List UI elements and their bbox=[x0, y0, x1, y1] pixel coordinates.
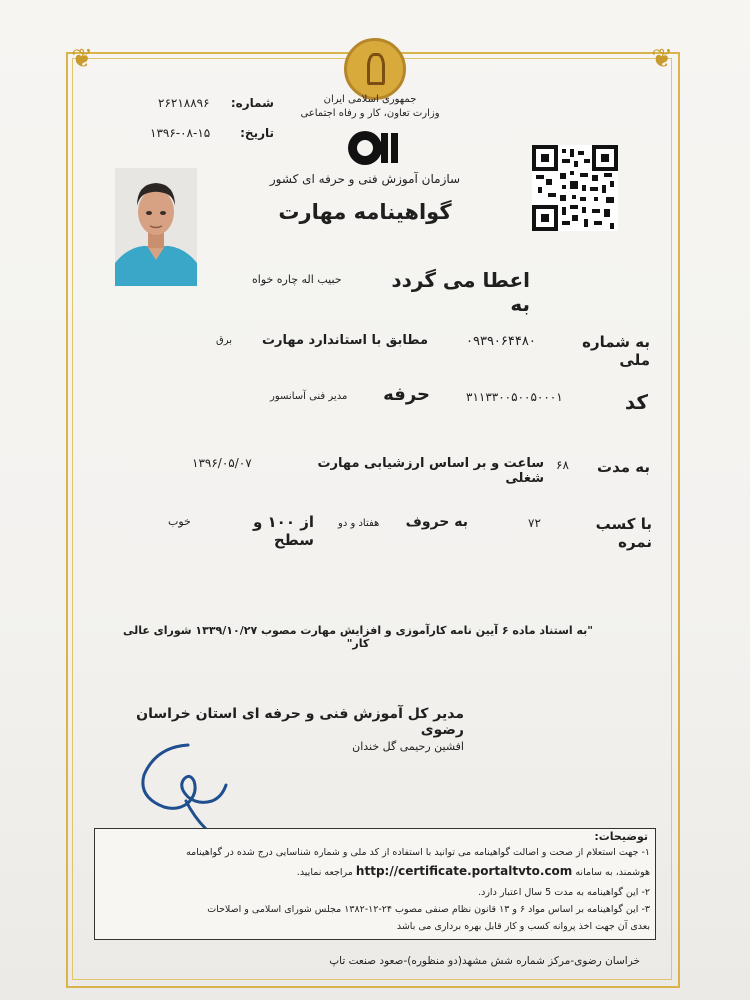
assessment-date: ۱۳۹۶/۰۵/۰۷ bbox=[192, 456, 252, 470]
date-value: ۱۳۹۶-۰۸-۱۵ bbox=[150, 126, 211, 140]
corner-ornament-icon: ❦ bbox=[71, 44, 93, 74]
notes-line-5: بعدی آن جهت اخذ پروانه کسب و کار قابل بهره برداری می باشد bbox=[396, 921, 650, 932]
duration-label: به مدت bbox=[597, 458, 650, 476]
ministry-label: وزارت تعاون، کار و رفاه اجتماعی bbox=[300, 108, 440, 119]
notes-line-1: ۱- جهت استعلام از صحت و اصالت گواهینامه می توانید با استفاده از کد ملی و شماره شناسایی درج شده در گواهینامه bbox=[186, 847, 650, 858]
recipient-name: حبیب اله چاره خواه bbox=[252, 273, 342, 286]
awarded-label: اعطا می گردد به bbox=[391, 268, 530, 316]
national-id-value: ۰۹۳۹۰۶۴۴۸۰ bbox=[466, 334, 536, 349]
duration-value: ۶۸ bbox=[556, 458, 569, 472]
signer-title: مدیر کل آموزش فنی و حرفه ای استان خراسان رضوی bbox=[136, 706, 464, 738]
notes-line-2-prefix: هوشمند، به سامانه bbox=[575, 867, 650, 878]
notes-line-3: ۲- این گواهینامه به مدت 5 سال اعتبار دارد. bbox=[478, 887, 650, 898]
number-value: ۲۶۲۱۸۸۹۶ bbox=[158, 96, 210, 110]
republic-label: جمهوری اسلامی ایران bbox=[323, 94, 417, 105]
trade-label: حرفه bbox=[383, 384, 430, 405]
printer-footer: خراسان رضوی-مرکز شماره شش مشهد(دو منظوره)-صعود صنعت تاپ bbox=[329, 955, 640, 967]
notes-title: توضیحات: bbox=[594, 830, 648, 843]
standard-label: مطابق با استاندارد مهارت bbox=[261, 333, 428, 348]
qr-code bbox=[532, 145, 618, 231]
recipient-photo bbox=[115, 168, 197, 286]
words-value: هفتاد و دو bbox=[338, 518, 380, 529]
organization-label: سازمان آموزش فنی و حرفه ای کشور bbox=[269, 172, 461, 186]
code-value: ۳۱۱۳۳۰۰۵۰۰۵۰۰۰۱ bbox=[466, 390, 563, 404]
words-label: به حروف bbox=[405, 514, 468, 530]
date-label: تاریخ: bbox=[240, 126, 274, 140]
signature-icon bbox=[136, 735, 246, 840]
level-value: خوب bbox=[168, 515, 191, 528]
number-label: شماره: bbox=[230, 96, 274, 110]
standard-value: برق bbox=[216, 335, 233, 346]
national-id-label: به شماره ملی bbox=[582, 333, 650, 369]
corner-ornament-icon: ❦ bbox=[651, 44, 673, 74]
score-value: ۷۲ bbox=[528, 516, 541, 530]
notes-line-4: ۳- این گواهینامه بر اساس مواد ۶ و ۱۳ قانون نظام صنفی مصوب ۲۴-۱۲-۱۳۸۲ مجلس شورای اسلامی و اصلاحات bbox=[207, 904, 650, 915]
iran-emblem-icon bbox=[344, 38, 406, 100]
assessment-label: ساعت و بر اساس ارزشیابی مهارت شغلی bbox=[317, 456, 544, 486]
notes-line-2 bbox=[100, 864, 650, 878]
certificate-title: گواهینامه مهارت bbox=[278, 200, 452, 224]
code-label: کد bbox=[624, 390, 648, 414]
certificate-url-link[interactable]: http://certificate.portaltvto.com bbox=[355, 864, 573, 878]
tvto-logo-icon bbox=[344, 128, 402, 168]
trade-value: مدیر فنی آسانسور bbox=[270, 391, 348, 402]
score-label: با کسب نمره bbox=[595, 515, 652, 551]
signer-name: افشین رحیمی گل خندان bbox=[352, 740, 464, 753]
notes-line-2-suffix: مراجعه نمایید. bbox=[296, 867, 353, 878]
out-of-label: از ۱۰۰ و سطح bbox=[252, 513, 314, 549]
regulation-text: "به استناد ماده ۶ آیین نامه کارآموزی و افزایش مهارت مصوب ۱۳۳۹/۱۰/۲۷ شورای عالی کار" bbox=[122, 624, 594, 650]
